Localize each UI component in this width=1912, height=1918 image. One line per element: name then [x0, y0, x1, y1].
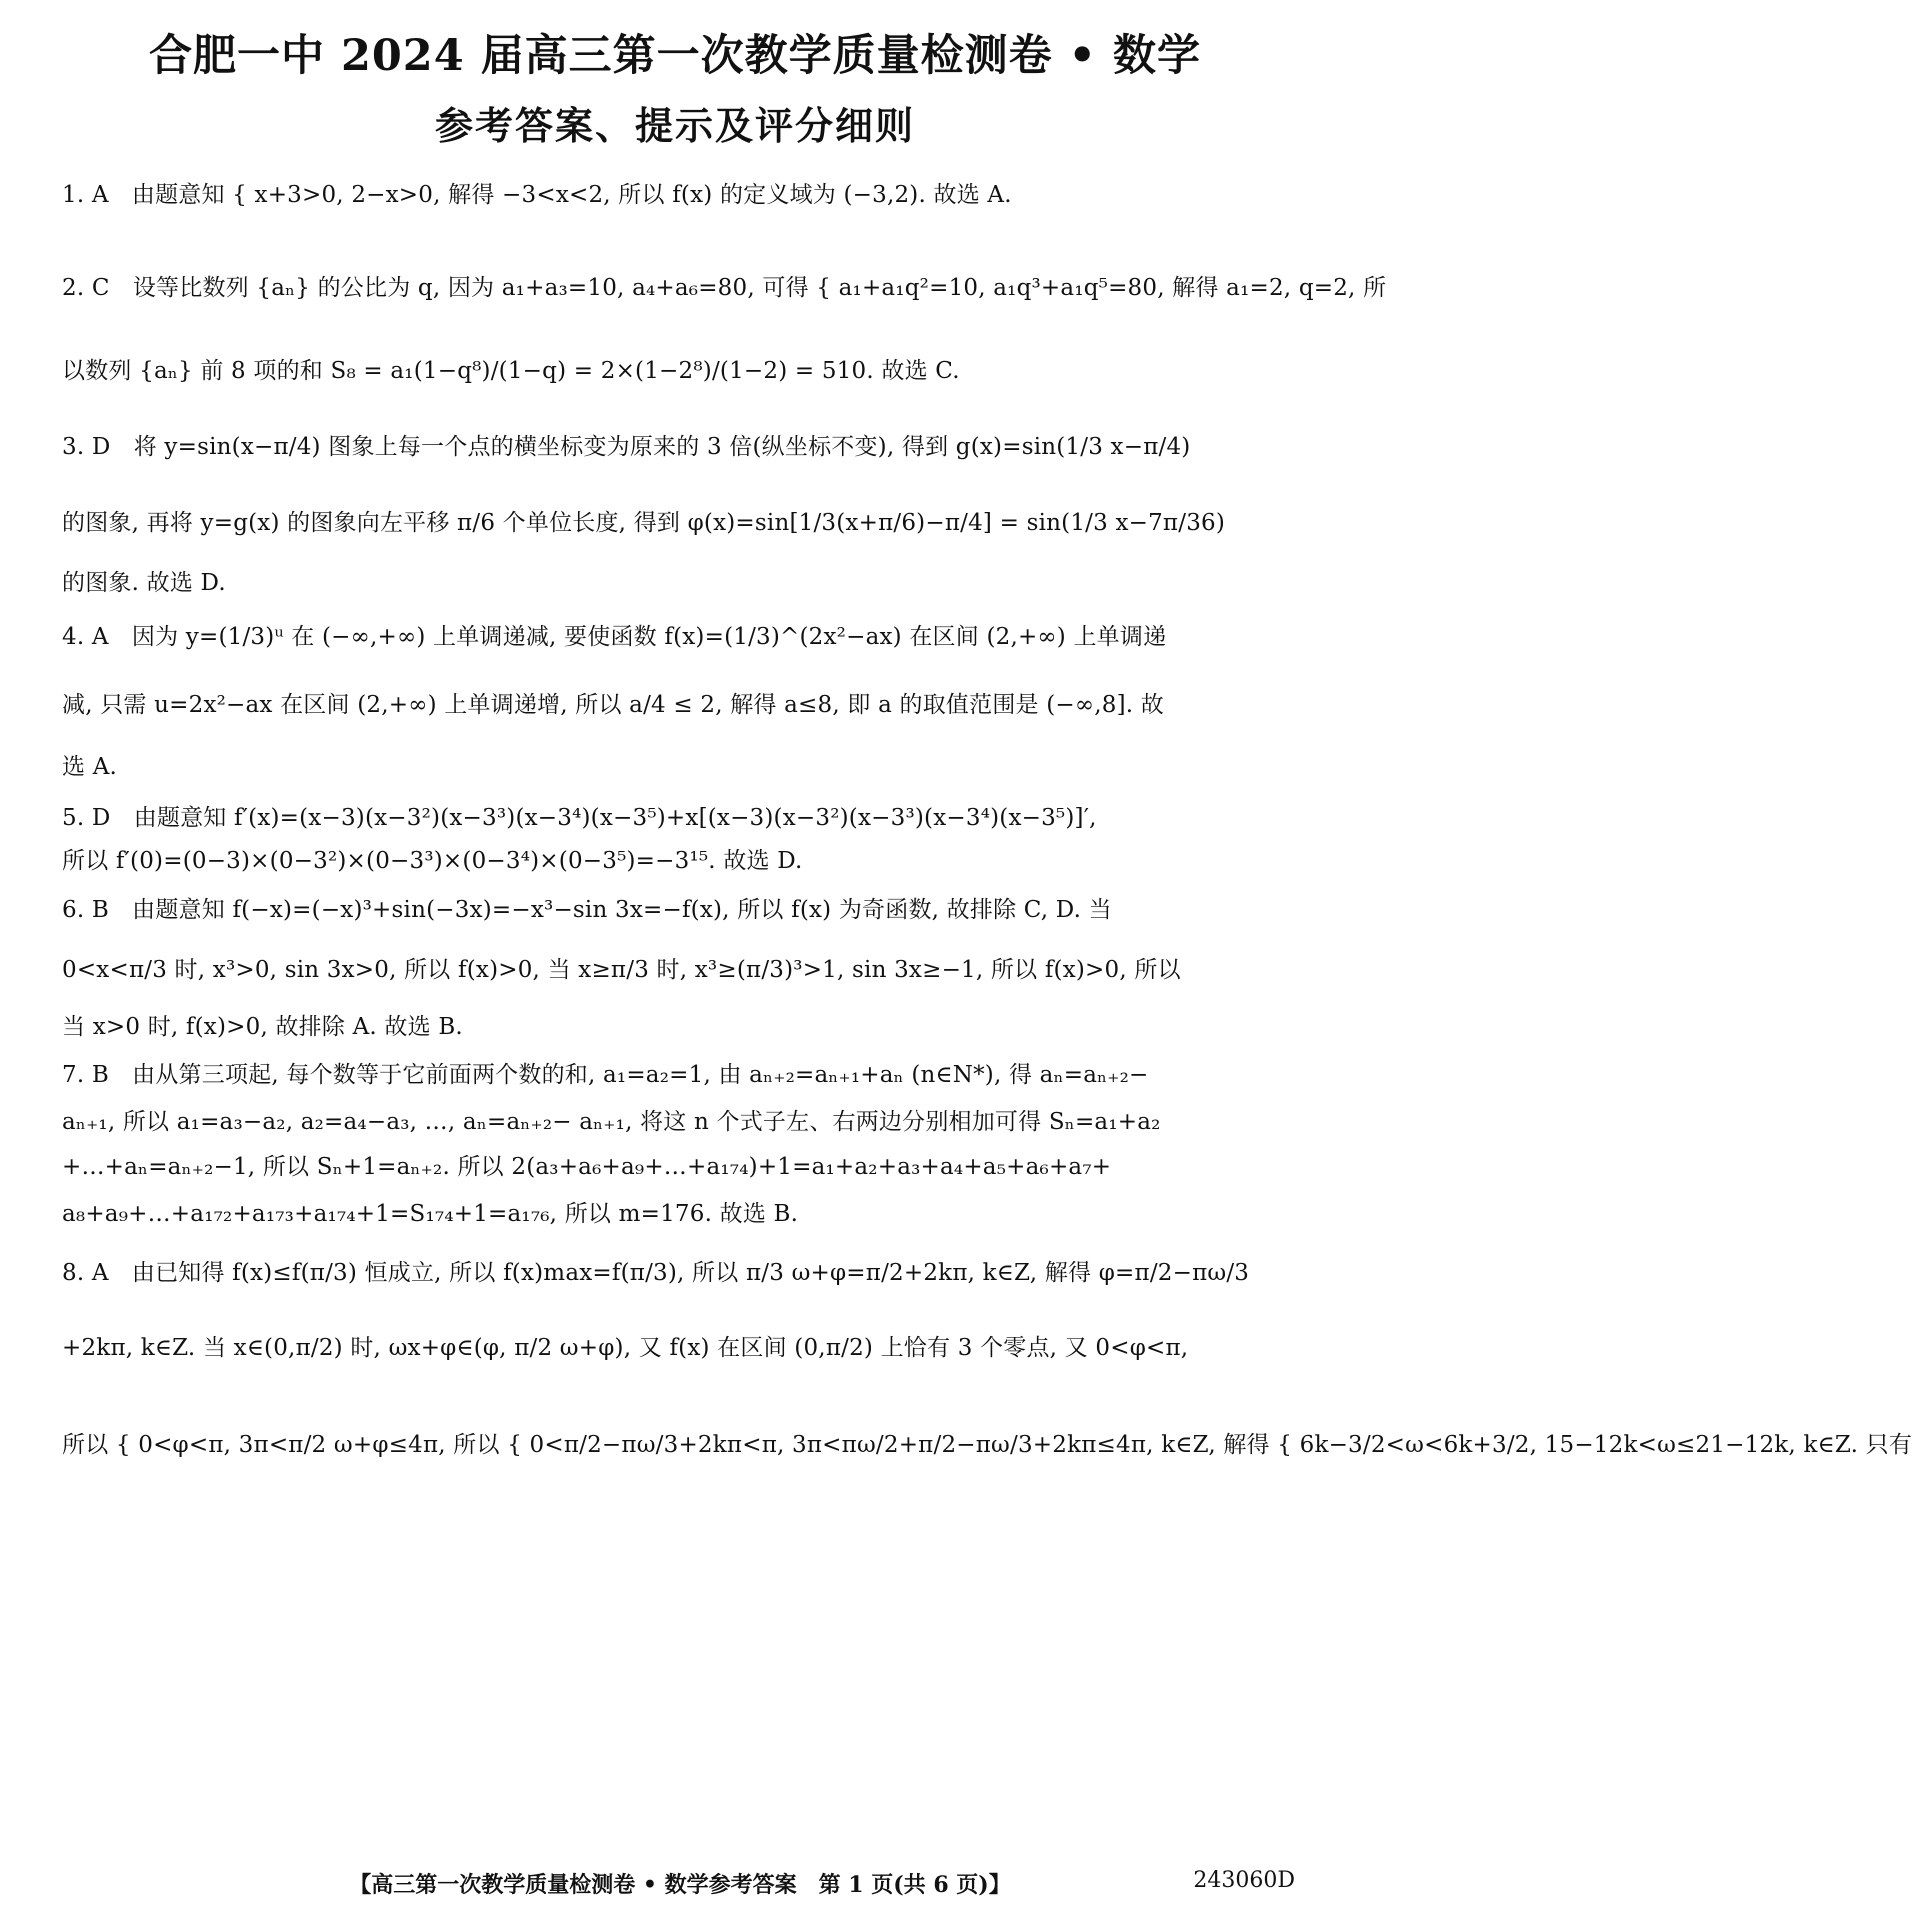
answer-1: 1. A 由题意知 { x+3>0, 2−x>0, 解得 −3<x<2, 所以 f(x) 的定义域为 (−3,2). 故选 A. [62, 182, 1012, 208]
answer-2: 2. C 设等比数列 {aₙ} 的公比为 q, 因为 a₁+a₃=10, a₄+a₆=80, 可得 { a₁+a₁q²=10, a₁q³+a₁q⁵=80, 解得 a₁=2, q=2, 所 [62, 275, 1387, 301]
document-subtitle: 参考答案、提示及评分细则 [434, 103, 915, 148]
answer-7-cont3: a₈+a₉+…+a₁₇₂+a₁₇₃+a₁₇₄+1=S₁₇₄+1=a₁₇₆, 所以 m=176. 故选 B. [62, 1201, 799, 1227]
answer-3: 3. D 将 y=sin(x−π/4) 图象上每一个点的横坐标变为原来的 3 倍(纵坐标不变), 得到 g(x)=sin(1/3 x−π/4) [62, 434, 1191, 460]
answer-6: 6. B 由题意知 f(−x)=(−x)³+sin(−3x)=−x³−sin 3x=−f(x), 所以 f(x) 为奇函数, 故排除 C, D. 当 [62, 897, 1112, 923]
document-title: 合肥一中 2024 届高三第一次教学质量检测卷 • 数学 [148, 31, 1202, 81]
answer-3-cont2: 的图象. 故选 D. [62, 570, 226, 596]
answer-3-cont: 的图象, 再将 y=g(x) 的图象向左平移 π/6 个单位长度, 得到 φ(x)=sin[1/3(x+π/6)−π/4] = sin(1/3 x−7π/36) [62, 510, 1226, 536]
answer-7: 7. B 由从第三项起, 每个数等于它前面两个数的和, a₁=a₂=1, 由 aₙ₊₂=aₙ₊₁+aₙ (n∈N*), 得 aₙ=aₙ₊₂− [62, 1062, 1149, 1088]
footer-page-info: 【高三第一次教学质量检测卷 • 数学参考答案 第 1 页(共 6 页)】 [349, 1872, 1011, 1898]
answer-4: 4. A 因为 y=(1/3)ᵘ 在 (−∞,+∞) 上单调递减, 要使函数 f(x)=(1/3)^(2x²−ax) 在区间 (2,+∞) 上单调递 [62, 624, 1167, 650]
answer-8: 8. A 由已知得 f(x)≤f(π/3) 恒成立, 所以 f(x)max=f(π/3), 所以 π/3 ω+φ=π/2+2kπ, k∈Z, 解得 φ=π/2−πω/3 [62, 1260, 1250, 1286]
footer-code: 243060D [1193, 1868, 1295, 1893]
answer-8-cont2: 所以 { 0<φ<π, 3π<π/2 ω+φ≤4π, 所以 { 0<π/2−πω/3+2kπ<π, 3π<πω/2+π/2−πω/3+2kπ≤4π, k∈Z, 解得 { 6k−3/2<ω<6k+3/2, 15−12k<ω≤21−12k, k∈Z. 只有 [62, 1432, 1912, 1458]
answer-8-cont: +2kπ, k∈Z. 当 x∈(0,π/2) 时, ωx+φ∈(φ, π/2 ω+φ), 又 f(x) 在区间 (0,π/2) 上恰有 3 个零点, 又 0<φ<π, [62, 1335, 1189, 1361]
answer-7-cont2: +…+aₙ=aₙ₊₂−1, 所以 Sₙ+1=aₙ₊₂. 所以 2(a₃+a₆+a₉+…+a₁₇₄)+1=a₁+a₂+a₃+a₄+a₅+a₆+a₇+ [62, 1154, 1112, 1180]
answer-6-cont: 0<x<π/3 时, x³>0, sin 3x>0, 所以 f(x)>0, 当 x≥π/3 时, x³≥(π/3)³>1, sin 3x≥−1, 所以 f(x)>0, 所以 [62, 957, 1181, 983]
answer-6-cont2: 当 x>0 时, f(x)>0, 故排除 A. 故选 B. [62, 1014, 463, 1040]
answer-4-cont2: 选 A. [62, 754, 118, 780]
answer-7-cont: aₙ₊₁, 所以 a₁=a₃−a₂, a₂=a₄−a₃, …, aₙ=aₙ₊₂− aₙ₊₁, 将这 n 个式子左、右两边分别相加可得 Sₙ=a₁+a₂ [62, 1109, 1161, 1135]
answer-5-cont: 所以 f′(0)=(0−3)×(0−3²)×(0−3³)×(0−3⁴)×(0−3⁵)=−3¹⁵. 故选 D. [62, 848, 803, 874]
answer-2-cont: 以数列 {aₙ} 前 8 项的和 S₈ = a₁(1−q⁸)/(1−q) = 2×(1−2⁸)/(1−2) = 510. 故选 C. [62, 358, 960, 384]
answer-5: 5. D 由题意知 f′(x)=(x−3)(x−3²)(x−3³)(x−3⁴)(x−3⁵)+x[(x−3)(x−3²)(x−3³)(x−3⁴)(x−3⁵)]′, [62, 805, 1097, 831]
answer-4-cont: 减, 只需 u=2x²−ax 在区间 (2,+∞) 上单调递增, 所以 a/4 ≤ 2, 解得 a≤8, 即 a 的取值范围是 (−∞,8]. 故 [62, 692, 1164, 718]
